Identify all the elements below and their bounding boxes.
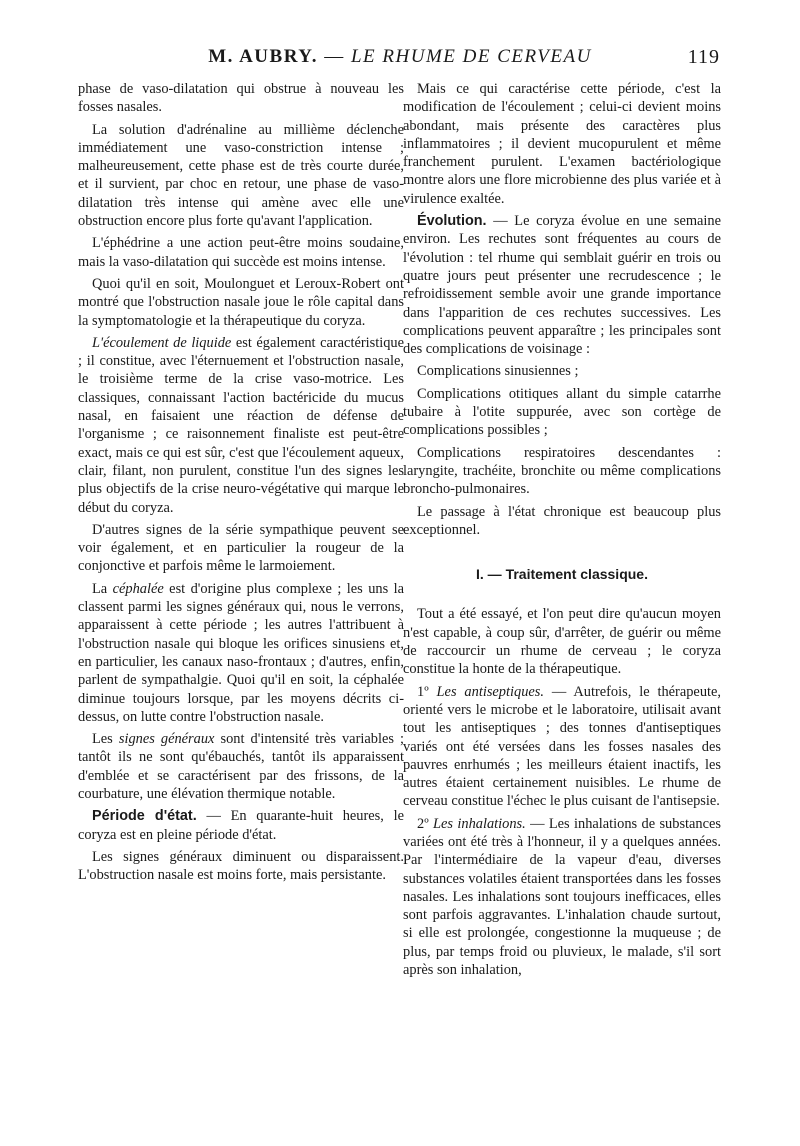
paragraph: [78, 521, 404, 576]
italic-lead: Les antiseptiques.: [436, 683, 544, 700]
paragraph-text: — Autrefois, le thérapeute, orienté vers le microbe et le laboratoire, utilisait avant tout les antiseptiques ; des tonnes d'antiseptiques variés ont été versées dans les fosses nasales des pauvres enrhumés ; les meilleurs étaient inactifs, les autres étaient certainement nuisibles. Le rhume de cerveau constitue l'échec le plus cuisant de l'antisepsie.: [403, 683, 721, 810]
paragraph-text: est également caractéristique ; il constitue, avec l'éternuement et l'obstruction nasale, le troisième terme de la crise vaso-motrice. Les classiques, connaissant l'action bactéricide du mucus nasal, en faisaient une réaction de défense de l'organisme ; ce raisonnement finaliste est peut-être exact, mais ce qui est sûr, c'est que l'écoulement aqueux, clair, filant, non purulent, constitue l'un des signes les plus objectifs de la crise neuro-végétative qui marque le début du coryza.: [78, 334, 404, 516]
italic-lead: Les inhalations.: [433, 815, 526, 832]
right-column: [403, 80, 721, 983]
paragraph-text: — En quarante-huit heures, le coryza est en pleine période d'état.: [78, 808, 404, 843]
bold-lead: Évolution.: [417, 213, 487, 230]
header-title: LE RHUME DE CERVEAU: [350, 46, 592, 67]
paragraph: [78, 807, 404, 844]
paragraph: [78, 848, 404, 885]
paragraph-text: Le passage à l'état chronique est beaucoup plus exceptionnel.: [403, 503, 721, 538]
paragraph: [403, 815, 721, 980]
running-head: [0, 46, 800, 72]
italic-lead: céphalée: [112, 580, 164, 597]
running-title: [0, 46, 800, 68]
item-number: 2º: [417, 815, 434, 832]
paragraph-pre: Les: [92, 731, 119, 748]
italic-lead: L'écoulement de liquide: [92, 334, 232, 351]
paragraph-text: sont d'intensité très variables ; tantôt ils ne sont qu'ébauchés, tantôt ils apparaissent d'emblée et se caractérisent par des frissons, de la courbature, une élévation thermique notable.: [78, 731, 404, 802]
paragraph-text: — Les inhalations de substances variées ont été très à l'honneur, il y a quelques années. Par l'intermédiaire de la vapeur d'eau, diverses substances volatiles étaient transportées dans les fosses nasales. Les inhalations sont toujours inefficaces, elles sont parfois aggravantes. L'inhalation chaude surtout, si elle est prolongée, congestionne la muqueuse ; de plus, par temps froid ou pluvieux, le malade, s'il sort après son inhalation,: [403, 815, 722, 979]
paragraph-text: — Le coryza évolue en une semaine environ. Les rechutes sont fréquentes au cours de l'évolution : tel rhume qui semblait guérir en trois ou quatre jours peut présenter une recrudescence ; le refroidissement semble avoir une grande importance dans l'apparition de ces rechutes successives. Les complications peuvent apparaître ; les principales sont des complications de voisinage :: [403, 213, 721, 358]
paragraph-text: La solution d'adrénaline au millième déclenche immédiatement une vaso-constriction intense ; malheureusement, cette phase est de très courte durée, et il survient, par choc en retour, une phase de vaso-dilatation très intense qui amène avec elle une obstruction encore plus forte qu'avant l'application.: [78, 121, 404, 230]
paragraph: [403, 503, 721, 540]
paragraph: [78, 80, 404, 117]
page-number: 119: [687, 46, 720, 68]
paragraph: [78, 730, 404, 803]
paragraph-text: Mais ce qui caractérise cette période, c'est la modification de l'écoulement ; celui-ci devient moins abondant, mais présente des caractères plus inflammatoires ; il devient mucopurulent et même franchement purulent. L'examen bactériologique montre alors une flore microbienne des plus variée et à virulence exaltée.: [403, 81, 721, 207]
bold-lead: Période d'état.: [92, 808, 197, 825]
paragraph-text: D'autres signes de la série sympathique peuvent se voir également, et en particulier la rougeur de la conjonctive et parfois même le larmoiement.: [78, 521, 404, 575]
paragraph-text: Complications otitiques allant du simple catarrhe tubaire à l'otite suppurée, avec son cortège de complications possibles ;: [403, 385, 721, 439]
paragraph: [403, 683, 721, 811]
paragraph-pre: La: [92, 580, 113, 597]
paragraph-text: est d'origine plus complexe ; les uns la classent parmi les signes généraux qui, nous le verrons, apparaissent à cette période ; les autres l'attribuent à l'obstruction nasale qui bloque les orifices sinusiens et, en particulier, les canaux naso-frontaux ; d'autres, enfin, parlent de sympathalgie. Quoi qu'il en soit, la céphalée diminue toujours lorsque, par les moyens décrits ci-dessus, on lutte contre l'obstruction nasale.: [78, 580, 404, 725]
paragraph-text: Quoi qu'il en soit, Moulonguet et Leroux-Robert ont montré que l'obstruction nasale joue le rôle capital dans la symptomatologie et la thérapeutique du coryza.: [78, 275, 404, 329]
list-item: [403, 444, 721, 499]
paragraph-text: L'éphédrine a une action peut-être moins soudaine, mais la vaso-dilatation qui succède est moins intense.: [78, 235, 404, 270]
paragraph: [78, 234, 404, 271]
header-separator: —: [317, 46, 351, 67]
paragraph-text: Complications sinusiennes ;: [417, 363, 579, 380]
paragraph: [403, 212, 721, 358]
section-heading: I. — Traitement classique.: [476, 566, 648, 583]
header-author: M. AUBRY.: [208, 46, 318, 67]
paragraph: [78, 580, 404, 726]
paragraph: [403, 80, 721, 208]
italic-lead: signes généraux: [118, 731, 215, 748]
paragraph: [78, 275, 404, 330]
paragraph-text: phase de vaso-dilatation qui obstrue à nouveau les fosses nasales.: [78, 81, 404, 116]
list-item: [403, 362, 721, 380]
paragraph-text: Tout a été essayé, et l'on peut dire qu'aucun moyen n'est capable, à coup sûr, d'arrêter, de guérir ou même de raccourcir un rhume de cerveau ; le coryza constitue la honte de la thérapeutique.: [403, 606, 721, 678]
list-item: [403, 385, 721, 440]
paragraph: [78, 334, 404, 517]
paragraph: [78, 121, 404, 231]
paragraph-text: Les signes généraux diminuent ou disparaissent. L'obstruction nasale est moins forte, mais persistante.: [78, 848, 404, 884]
left-column: [78, 80, 404, 888]
item-number: 1º: [417, 683, 437, 700]
paragraph-text: Complications respiratoires descendantes : laryngite, trachéite, bronchite ou même complications broncho-pulmonaires.: [403, 444, 721, 498]
paragraph: [403, 605, 721, 678]
